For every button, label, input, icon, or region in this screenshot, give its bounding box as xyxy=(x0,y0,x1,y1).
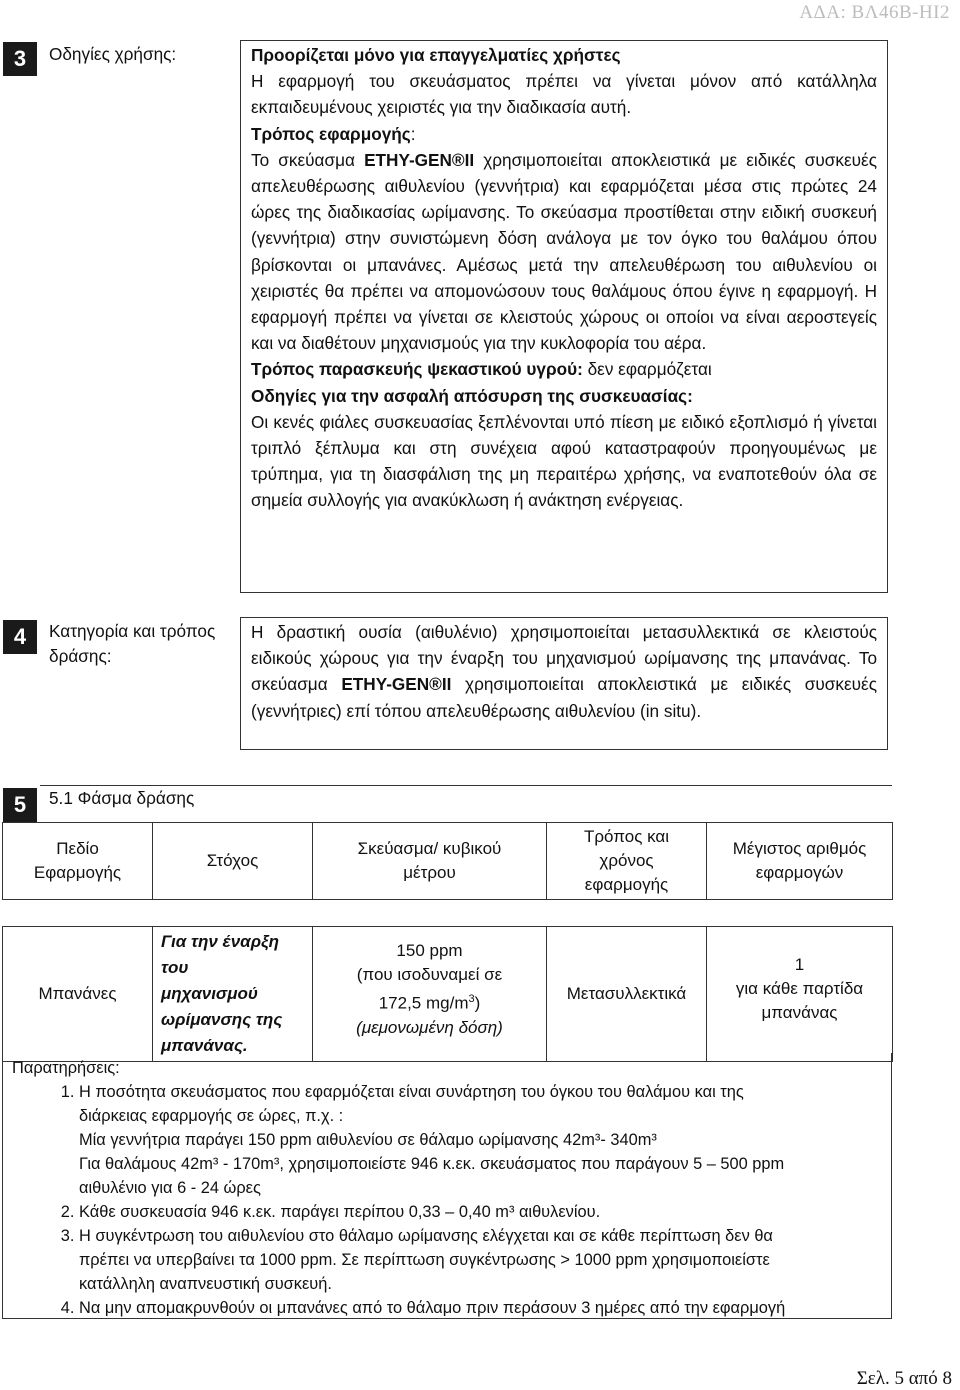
section-5-number: 5 xyxy=(3,788,37,822)
application-method-heading: Τρόπος εφαρμογής: xyxy=(251,123,416,144)
notes-box xyxy=(2,1053,892,1319)
section-5-label: 5.1 Φάσμα δράσης xyxy=(49,788,195,808)
section-3-content xyxy=(240,40,888,593)
page-number: Σελ. 5 από 8 xyxy=(856,1368,952,1389)
ada-header: ΑΔΑ: ΒΛ46Β-ΗΙ2 xyxy=(799,2,950,23)
note-item: 2. Κάθε συσκευασία 946 κ.εκ. παράγει περίπου 0,33 – 0,40 m³ αιθυλενίου. xyxy=(79,1200,869,1224)
section-4-label: Κατηγορία και τρόπος δράσης: xyxy=(49,621,216,666)
table-header-row xyxy=(3,823,893,900)
mode-of-action-text: Η δραστική ουσία (αιθυλένιο) χρησιμοποιείται μετασυλλεκτικά σε κλειστούς ειδικούς χώρους για την έναρξη του μηχανισμού ωρίμανσης της μπανάνας. Το σκεύασμα ETHY-GEN®II χρησιμοποιείται αποκλειστικά με ειδικές συσκευές (γεννήτριες) επί τόπου απελευθέρωσης αιθυλενίου (in situ). xyxy=(251,622,877,721)
header-target: Στόχος xyxy=(153,823,313,900)
note-item: 4. Να μην απομακρυνθούν οι μπανάνες από το θάλαμο πριν περάσουν 3 ημέρες από την εφαρμογή xyxy=(79,1296,869,1320)
header-product: Σκεύασμα/ κυβικού μέτρου xyxy=(313,823,547,900)
section-3-number: 3 xyxy=(3,42,37,76)
row-max-applications: 1 για κάθε παρτίδα μπανάνας xyxy=(707,927,893,1062)
disposal-text: Οι κενές φιάλες συσκευασίας ξεπλένονται υπό πίεση με ειδικό εξοπλισμό ή γίνεται τριπλό ξέπλυμα και στη συνέχεια αφού καταστραφούν προηγουμένως με τρύπημα, για τη διασφάλιση της μη περαιτέρω χρήσης, να εναποτεθούν όλα σε σημεία συλλογής για ανακύκλωση ή ανάκτηση ενέργειας. xyxy=(251,411,877,511)
header-field: Πεδίο Εφαρμογής xyxy=(3,823,153,900)
header-method-time: Τρόπος και χρόνος εφαρμογής xyxy=(547,823,707,900)
table-row xyxy=(3,927,893,1062)
spectrum-table xyxy=(2,822,893,1062)
section-4-number: 4 xyxy=(3,620,37,654)
table-gap-row xyxy=(3,900,893,927)
note-item: 1. Η ποσότητα σκευάσματος που εφαρμόζεται είναι συνάρτηση του όγκου του θαλάμου και της διάρκειας εφαρμογής σε ώρες, π.χ. : Μία γεννήτρια παράγει 150 ppm αιθυλενίου σε θάλαμο ωρίμανσης 42m³- 340m³ Για θαλάμους 42m³ - 170m³, χρησιμοποιείστε 946 κ.εκ. σκευάσματος που παράγουν 5 – 500 ppm αιθυλένιο για 6 - 24 ώρες xyxy=(79,1080,869,1200)
note-item: 3. Η συγκέντρωση του αιθυλενίου στο θάλαμο ωρίμανσης ελέγχεται και σε κάθε περίπτωση δεν θα πρέπει να υπερβαίνει τα 1000 ppm. Σε περίπτωση συγκέντρωσης > 1000 ppm χρησιμοποιείστε κατάλληλη αναπνευστική συσκευή. xyxy=(79,1224,869,1296)
notes-title: Παρατηρήσεις: xyxy=(12,1059,120,1077)
header-max-applications: Μέγιστος αριθμός εφαρμογών xyxy=(707,823,893,900)
professional-use-line: Προορίζεται μόνο για επαγγελματίες χρήστες xyxy=(251,45,621,65)
row-field: Μπανάνες xyxy=(3,927,153,1062)
row-dose: 150 ppm (που ισοδυναμεί σε 172,5 $mg/m^3$) (μεμονωμένη δόση) xyxy=(313,927,547,1062)
disposal-heading: Οδηγίες για την ασφαλή απόσυρση της συσκευασίας: xyxy=(251,385,693,406)
row-method: Μετασυλλεκτικά xyxy=(547,927,707,1062)
trained-operators-text: Η εφαρμογή του σκευάσματος πρέπει να γίνεται μόνον από κατάλληλα εκπαιδευμένους χειριστές για την διαδικασία αυτή. xyxy=(251,71,877,118)
section-3-label: Οδηγίες χρήσης: xyxy=(49,44,177,64)
section-4-content xyxy=(240,617,888,750)
spray-preparation-line: Τρόπος παρασκευής ψεκαστικού υγρού: δεν εφαρμόζεται xyxy=(251,359,712,380)
notes-list xyxy=(3,1080,869,1320)
row-target: Για την έναρξη του μηχανισμού ωρίμανσης της μπανάνας. xyxy=(153,927,313,1062)
application-method-text: Το σκεύασμα ETHY-GEN®II χρησιμοποιείται αποκλειστικά με ειδικές συσκευές απελευθέρωσης αιθυλενίου (γεννήτρια) και εφαρμόζεται μέσα στις πρώτες 24 ώρες της διαδικασίας ωρίμανσης. Το σκεύασμα προστίθεται στην ειδική συσκευή (γεννήτρια) στην συνιστώμενη δόση ανάλογα με τον όγκο του θαλάμου όπου βρίσκονται οι μπανάνες. Αμέσως μετά την απελευθέρωση του αιθυλενίου οι χειριστές θα πρέπει να απομονώσουν τους θαλάμους όπου έγινε η εφαρμογή. Η εφαρμογή πρέπει να γίνεται σε κλειστούς χώρους οι οποίοι να είναι αεροστεγείς και να διαθέτουν μηχανισμούς για την κυκλοφορία του αέρα. xyxy=(251,149,878,354)
